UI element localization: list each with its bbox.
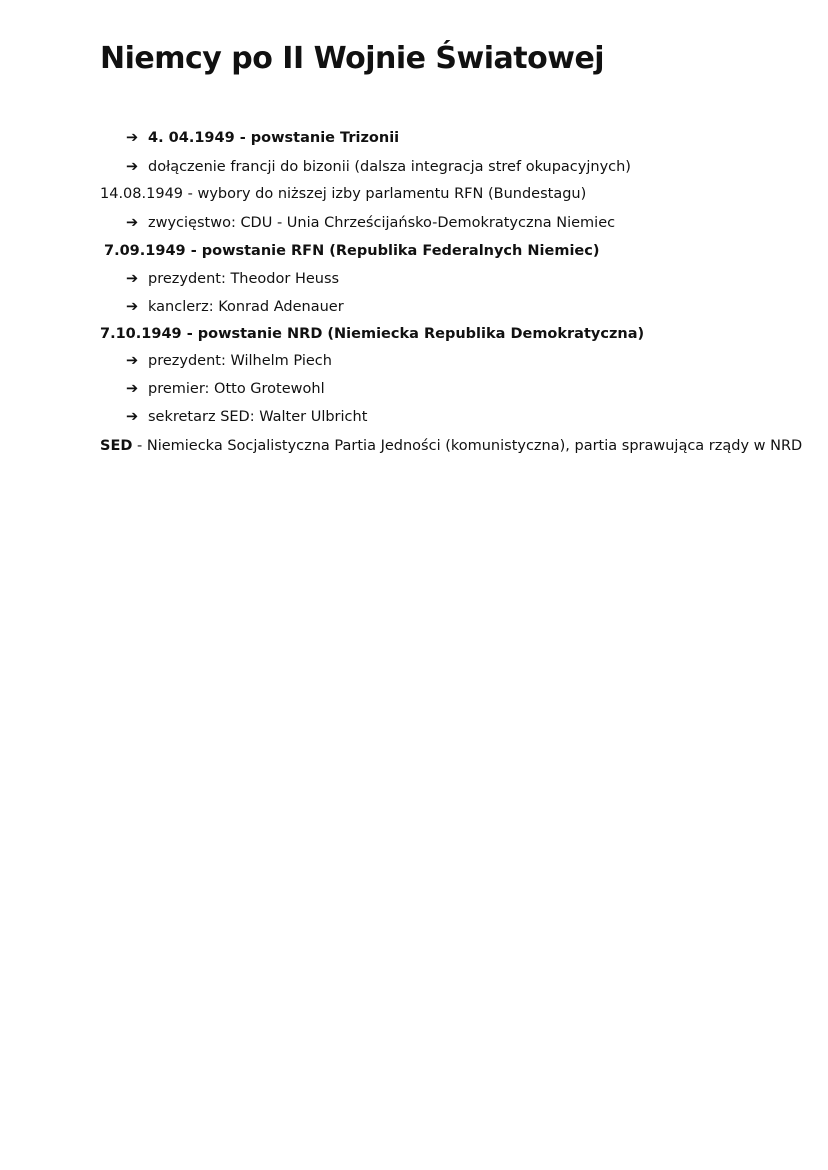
arrow-icon: ➔ [126,159,139,175]
footnote-sed [100,436,802,456]
list-item-text: sekretarz SED: Walter Ulbricht [148,409,368,425]
list-item-text: 7.09.1949 - powstanie RFN (Republika Federalnych Niemiec) [104,243,600,259]
arrow-icon: ➔ [126,130,139,146]
list-item-text: prezydent: Theodor Heuss [148,271,340,287]
list-item-nrd-premier [126,379,325,399]
arrow-icon: ➔ [126,271,139,287]
list-item-rfn-president [126,269,339,289]
page-title: Niemcy po II Wojnie Światowej [100,41,605,76]
list-item-text: dołączenie francji do bizonii (dalsza integracja stref okupacyjnych) [148,159,631,175]
list-item-nrd [100,324,644,344]
list-item-text: 14.08.1949 - wybory do niższej izby parlamentu RFN (Bundestagu) [100,186,587,202]
list-item-text: zwycięstwo: CDU - Unia Chrześcijańsko-Demokratyczna Niemiec [148,215,616,231]
list-item-bizonia [126,157,631,177]
list-item-sed-secretary [126,407,367,427]
list-item-rfn [104,241,599,261]
footnote-definition: - Niemiecka Socjalistyczna Partia Jedności (komunistyczna), partia sprawująca rządy w NRD [132,438,803,454]
arrow-icon: ➔ [126,409,139,425]
list-item-trizonia [126,128,399,148]
footnote-term: SED [100,438,133,454]
arrow-icon: ➔ [126,215,139,231]
list-item-text: premier: Otto Grotewohl [148,381,325,397]
arrow-icon: ➔ [126,353,139,369]
list-item-rfn-chancellor [126,297,344,317]
list-item-text: 4. 04.1949 - powstanie Trizonii [148,130,400,146]
list-item-winner [126,213,615,233]
list-item-text: kanclerz: Konrad Adenauer [148,299,344,315]
arrow-icon: ➔ [126,299,139,315]
list-item-text: prezydent: Wilhelm Piech [148,353,332,369]
arrow-icon: ➔ [126,381,139,397]
list-item-elections [100,184,586,204]
list-item-nrd-president [126,351,332,371]
list-item-text: 7.10.1949 - powstanie NRD (Niemiecka Republika Demokratyczna) [100,326,645,342]
